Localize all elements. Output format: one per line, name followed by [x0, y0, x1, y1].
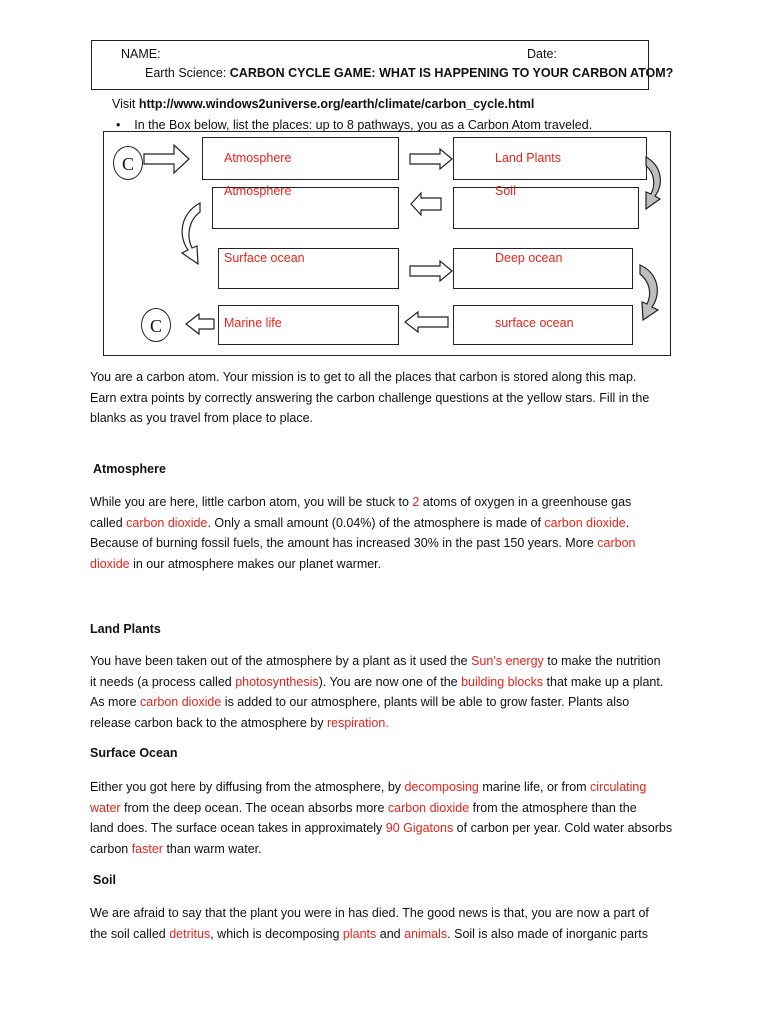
answer-blank: building blocks — [461, 674, 544, 689]
answer-blank: carbon — [597, 536, 636, 550]
surface-ocean-paragraph: Either you got here by diffusing from the atmosphere, by decomposing marine life, or from circulating water from the deep ocean. The ocean absorbs more carbon dioxide from the atmosphere than the land does. The surface ocean takes in approximately 90 Gigatons of carbon per year. Cold water absorbs carbon faster than warm water. — [90, 780, 673, 856]
atmosphere-paragraph: While you are here, little carbon atom, you will be stuck to 2 atoms of oxygen in a greenhouse gas called carbon dioxide. Only a small amount (0.04%) of the atmosphere is made of carbon dioxide. Because of burning fossil fuels, the amount has increased 30% in the past 150 years. More carbon dioxide in our atmosphere makes our planet warmer. — [90, 495, 636, 571]
place-1: Atmosphere — [224, 151, 292, 165]
answer-blank: carbon dioxide — [387, 800, 470, 815]
date-label: Date: — [527, 47, 557, 61]
answer-blank: 2 — [412, 495, 420, 509]
soil-heading: Soil — [93, 873, 116, 887]
curved-arrow-down-icon — [182, 203, 200, 264]
intro-paragraph — [90, 367, 680, 429]
visit-url[interactable]: http://www.windows2universe.org/earth/climate/carbon_cycle.html — [138, 97, 535, 111]
intro-line: You are a carbon atom. Your mission is to get to all the places that carbon is stored along this map. — [90, 370, 637, 384]
answer-blank: carbon dioxide — [544, 515, 626, 530]
place-7: surface ocean — [495, 316, 574, 330]
place-8: Marine life — [224, 316, 282, 330]
visit-prefix: Visit — [112, 97, 139, 111]
answer-blank: water — [90, 800, 121, 815]
surface-ocean-heading: Surface Ocean — [90, 746, 178, 760]
land-plants-paragraph: You have been taken out of the atmosphere by a plant as it used the Sun’s energy to make the nutrition it needs (a process called photosynthesis). You are now one of the building blocks that make up a plant. As more carbon dioxide is added to our atmosphere, plants will be able to grow faster. Plants also release carbon back to the atmosphere by respiration. — [90, 654, 664, 730]
carbon-atom-end: C — [141, 308, 171, 342]
carbon-atom-start: C — [113, 146, 143, 180]
answer-blank: animals — [404, 926, 448, 941]
place-5: Surface ocean — [224, 251, 305, 265]
place-6: Deep ocean — [495, 251, 563, 265]
curved-arrow-down-icon — [646, 157, 660, 209]
arrow-right-icon — [410, 261, 452, 281]
arrow-right-icon — [144, 145, 189, 173]
answer-blank: detritus — [169, 926, 211, 941]
answer-blank: dioxide — [90, 556, 130, 571]
title-text: CARBON CYCLE GAME: WHAT IS HAPPENING TO YOUR CARBON ATOM? — [229, 66, 674, 80]
answer-blank: decomposing — [404, 780, 479, 794]
answer-blank: faster — [131, 841, 163, 856]
answer-blank: 90 Gigatons — [385, 821, 454, 835]
place-4: Atmosphere — [224, 184, 292, 198]
answer-blank: carbon dioxide — [140, 695, 222, 709]
intro-line: blanks as you travel from place to place. — [90, 411, 314, 425]
place-3: Soil — [495, 184, 516, 198]
instruction-text: In the Box below, list the places: up to 8 pathways, you as a Carbon Atom traveled. — [134, 118, 593, 132]
answer-blank: respiration. — [326, 715, 389, 730]
atmosphere-heading: Atmosphere — [93, 462, 166, 476]
arrow-left-icon — [405, 312, 448, 332]
arrow-left-icon — [186, 314, 214, 334]
answer-blank: Sun’s energy — [471, 654, 544, 668]
soil-paragraph: We are afraid to say that the plant you were in has died. The good news is that, you are now a part of the soil called detritus, which is decomposing plants and animals. Soil is also made of inorganic parts — [90, 906, 649, 941]
arrow-left-icon — [411, 193, 441, 215]
answer-blank: carbon dioxide — [126, 515, 208, 530]
arrow-right-icon — [410, 149, 452, 169]
land-plants-heading: Land Plants — [90, 622, 161, 636]
place-2: Land Plants — [495, 151, 562, 165]
curved-arrow-down-icon — [640, 265, 658, 320]
bullet-icon: • — [116, 118, 135, 132]
course-label: Earth Science: — [145, 66, 230, 80]
intro-line: Earn extra points by correctly answering the carbon challenge questions at the yellow stars. Fill in the — [90, 390, 650, 405]
answer-blank: photosynthesis — [235, 674, 319, 689]
answer-blank: circulating — [590, 780, 647, 794]
name-label: NAME: — [121, 47, 161, 61]
answer-blank: plants — [342, 926, 377, 941]
